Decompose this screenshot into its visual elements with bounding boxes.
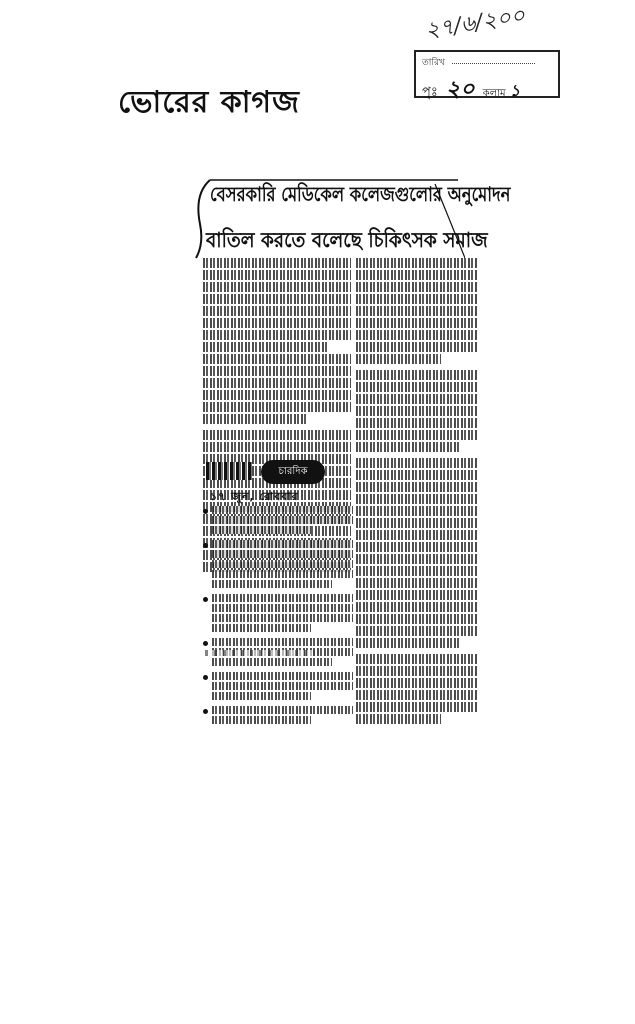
article-column-right: [356, 258, 478, 726]
event-list: [203, 506, 353, 730]
section-mark: [206, 462, 252, 480]
stamp-page-value: ২০: [445, 76, 475, 102]
list-item: [203, 706, 353, 726]
list-item: [203, 540, 353, 590]
handwritten-date: ২৭/৬/২০০: [423, 3, 527, 44]
headline-line-1: বেসরকারি মেডিকেল কলেজগুলোর অনুমোদন: [210, 182, 511, 206]
section-tab-header: [203, 456, 351, 490]
headline-line-2: বাতিল করতে বলেছে চিকিৎসক সমাজ: [206, 228, 488, 252]
section-dateline: ১৭ জুন, রোববার: [210, 490, 299, 503]
stamp-date-label: তারিখ: [422, 55, 445, 70]
clipping-cut-edge: [205, 650, 315, 656]
newspaper-masthead: ভোরের কাগজ: [118, 85, 300, 120]
list-item: [203, 506, 353, 536]
stamp-page-label: পৃঃ: [422, 85, 438, 100]
list-item: [203, 672, 353, 702]
section-tab-label: চারদিক: [261, 460, 325, 484]
stamp-page-row: [422, 72, 520, 109]
clipping-stamp: [414, 50, 560, 102]
stamp-column-value: ১: [509, 81, 521, 100]
list-item: [203, 594, 353, 634]
stamp-column-label: কলাম: [482, 88, 506, 99]
